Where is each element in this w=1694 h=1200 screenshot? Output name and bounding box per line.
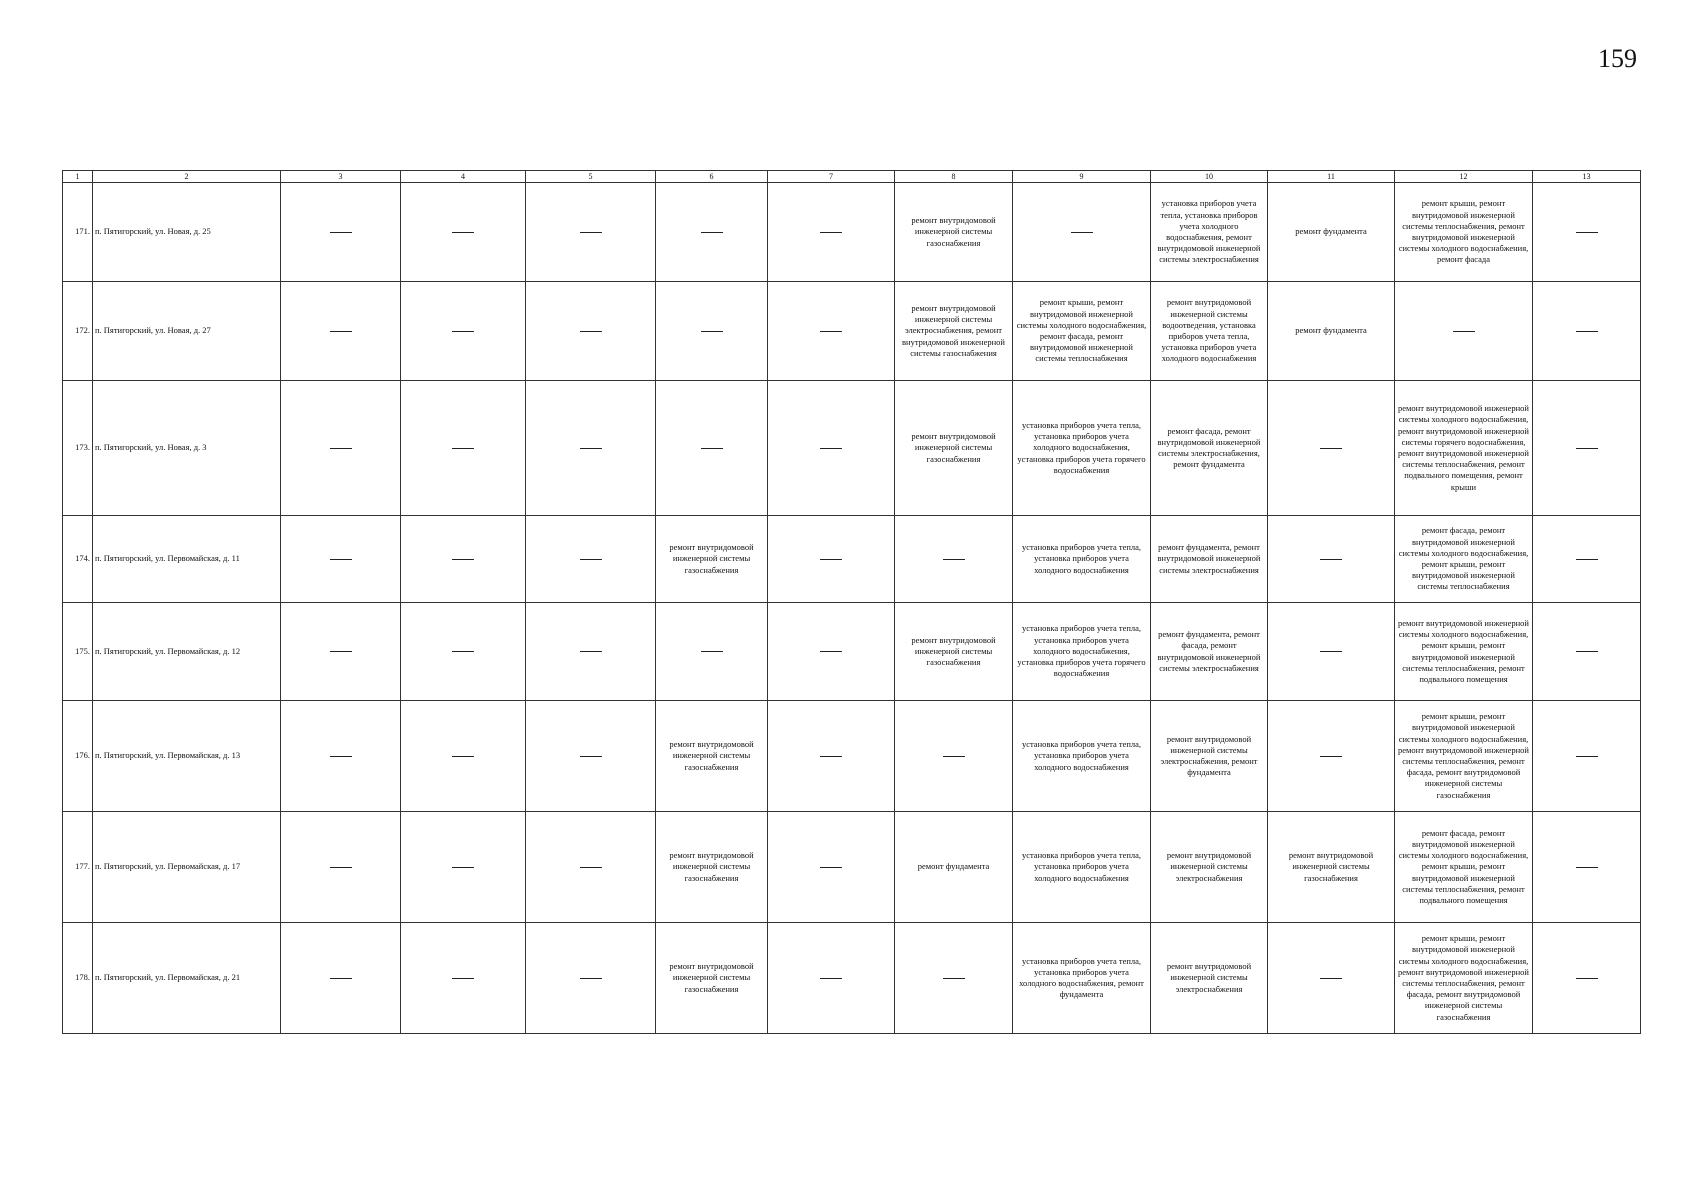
work-description-cell: ремонт внутридомовой инженерной системы газоснабжения — [895, 183, 1013, 282]
empty-dash-cell — [526, 923, 656, 1034]
empty-dash-cell — [281, 183, 401, 282]
work-description-cell: установка приборов учета тепла, установка приборов учета холодного водоснабжения, ремонт фундамента — [1013, 923, 1151, 1034]
header-cell: 2 — [93, 171, 281, 183]
dash-mark — [820, 651, 842, 652]
work-description-cell: ремонт внутридомовой инженерной системы электроснабжения — [1151, 923, 1268, 1034]
dash-mark — [330, 867, 352, 868]
empty-dash-cell — [1533, 603, 1641, 701]
dash-mark — [701, 448, 723, 449]
header-cell: 1 — [63, 171, 93, 183]
empty-dash-cell — [526, 701, 656, 812]
dash-mark — [330, 651, 352, 652]
dash-mark — [1576, 448, 1598, 449]
dash-mark — [1576, 232, 1598, 233]
dash-mark — [1576, 978, 1598, 979]
dash-mark — [330, 559, 352, 560]
empty-dash-cell — [526, 812, 656, 923]
header-cell: 6 — [656, 171, 768, 183]
address-cell: п. Пятигорский, ул. Первомайская, д. 12 — [93, 603, 281, 701]
header-cell: 9 — [1013, 171, 1151, 183]
dash-mark — [820, 331, 842, 332]
empty-dash-cell — [401, 381, 526, 516]
dash-mark — [580, 651, 602, 652]
dash-mark — [1320, 559, 1342, 560]
empty-dash-cell — [768, 516, 895, 603]
dash-mark — [820, 756, 842, 757]
empty-dash-cell — [526, 183, 656, 282]
empty-dash-cell — [1268, 701, 1395, 812]
dash-mark — [330, 232, 352, 233]
header-cell: 7 — [768, 171, 895, 183]
work-description-cell: ремонт внутридомовой инженерной системы электроснабжения, ремонт фундамента — [1151, 701, 1268, 812]
table-row — [63, 812, 1641, 923]
work-description-cell: ремонт фундамента — [1268, 183, 1395, 282]
header-row — [63, 171, 1641, 183]
empty-dash-cell — [895, 923, 1013, 1034]
empty-dash-cell — [656, 282, 768, 381]
repair-schedule-table — [62, 170, 1641, 1034]
empty-dash-cell — [1533, 381, 1641, 516]
header-cell: 8 — [895, 171, 1013, 183]
empty-dash-cell — [401, 812, 526, 923]
row-number: 172. — [63, 282, 93, 381]
empty-dash-cell — [1533, 282, 1641, 381]
empty-dash-cell — [526, 603, 656, 701]
dash-mark — [330, 448, 352, 449]
empty-dash-cell — [1533, 923, 1641, 1034]
work-description-cell: ремонт внутридомовой инженерной системы газоснабжения — [656, 812, 768, 923]
empty-dash-cell — [526, 282, 656, 381]
empty-dash-cell — [1268, 923, 1395, 1034]
empty-dash-cell — [401, 923, 526, 1034]
empty-dash-cell — [895, 516, 1013, 603]
work-description-cell: ремонт фасада, ремонт внутридомовой инженерной системы электроснабжения, ремонт фундамента — [1151, 381, 1268, 516]
work-description-cell: ремонт фасада, ремонт внутридомовой инженерной системы холодного водоснабжения, ремонт крыши, ремонт внутридомовой инженерной системы теплоснабжения, ремонт подвального помещения — [1395, 812, 1533, 923]
dash-mark — [580, 232, 602, 233]
dash-mark — [580, 756, 602, 757]
dash-mark — [1453, 331, 1475, 332]
work-description-cell: установка приборов учета тепла, установка приборов учета холодного водоснабжения — [1013, 812, 1151, 923]
table-row — [63, 701, 1641, 812]
empty-dash-cell — [768, 701, 895, 812]
table-row — [63, 381, 1641, 516]
dash-mark — [820, 559, 842, 560]
dash-mark — [452, 559, 474, 560]
empty-dash-cell — [656, 603, 768, 701]
dash-mark — [1576, 867, 1598, 868]
header-cell: 10 — [1151, 171, 1268, 183]
empty-dash-cell — [281, 812, 401, 923]
empty-dash-cell — [1268, 381, 1395, 516]
empty-dash-cell — [768, 812, 895, 923]
row-number: 177. — [63, 812, 93, 923]
work-description-cell: установка приборов учета тепла, установка приборов учета холодного водоснабжения — [1013, 516, 1151, 603]
empty-dash-cell — [401, 516, 526, 603]
dash-mark — [943, 756, 965, 757]
dash-mark — [580, 867, 602, 868]
address-cell: п. Пятигорский, ул. Первомайская, д. 21 — [93, 923, 281, 1034]
empty-dash-cell — [768, 603, 895, 701]
row-number: 174. — [63, 516, 93, 603]
empty-dash-cell — [768, 183, 895, 282]
empty-dash-cell — [281, 603, 401, 701]
row-number: 171. — [63, 183, 93, 282]
work-description-cell: ремонт фундамента, ремонт внутридомовой инженерной системы электроснабжения — [1151, 516, 1268, 603]
empty-dash-cell — [526, 381, 656, 516]
table-row — [63, 923, 1641, 1034]
dash-mark — [1320, 448, 1342, 449]
address-cell: п. Пятигорский, ул. Новая, д. 25 — [93, 183, 281, 282]
work-description-cell: ремонт фундамента — [895, 812, 1013, 923]
empty-dash-cell — [526, 516, 656, 603]
dash-mark — [1320, 756, 1342, 757]
dash-mark — [1576, 559, 1598, 560]
dash-mark — [330, 331, 352, 332]
empty-dash-cell — [1268, 516, 1395, 603]
dash-mark — [452, 448, 474, 449]
empty-dash-cell — [281, 701, 401, 812]
work-description-cell: ремонт крыши, ремонт внутридомовой инженерной системы холодного водоснабжения, ремонт фасада, ремонт внутридомовой инженерной системы теплоснабжения — [1013, 282, 1151, 381]
work-description-cell: ремонт внутридомовой инженерной системы газоснабжения — [1268, 812, 1395, 923]
empty-dash-cell — [768, 282, 895, 381]
dash-mark — [820, 867, 842, 868]
address-cell: п. Пятигорский, ул. Первомайская, д. 11 — [93, 516, 281, 603]
dash-mark — [580, 978, 602, 979]
dash-mark — [1576, 756, 1598, 757]
dash-mark — [1071, 232, 1093, 233]
dash-mark — [452, 232, 474, 233]
address-cell: п. Пятигорский, ул. Новая, д. 27 — [93, 282, 281, 381]
row-number: 178. — [63, 923, 93, 1034]
empty-dash-cell — [768, 923, 895, 1034]
work-description-cell: ремонт внутридомовой инженерной системы газоснабжения — [656, 516, 768, 603]
address-cell: п. Пятигорский, ул. Новая, д. 3 — [93, 381, 281, 516]
dash-mark — [1576, 651, 1598, 652]
row-number: 175. — [63, 603, 93, 701]
work-description-cell: установка приборов учета тепла, установка приборов учета холодного водоснабжения — [1013, 701, 1151, 812]
work-description-cell: ремонт крыши, ремонт внутридомовой инженерной системы холодного водоснабжения, ремонт внутридомовой инженерной системы теплоснабжения, ремонт фасада, ремонт внутридомовой инженерной системы газоснабжения — [1395, 701, 1533, 812]
empty-dash-cell — [1533, 516, 1641, 603]
empty-dash-cell — [281, 381, 401, 516]
dash-mark — [580, 448, 602, 449]
work-description-cell: ремонт внутридомовой инженерной системы холодного водоснабжения, ремонт крыши, ремонт внутридомовой инженерной системы теплоснабжения, ремонт подвального помещения — [1395, 603, 1533, 701]
dash-mark — [820, 448, 842, 449]
table-row — [63, 183, 1641, 282]
row-number: 176. — [63, 701, 93, 812]
table-row — [63, 282, 1641, 381]
address-cell: п. Пятигорский, ул. Первомайская, д. 13 — [93, 701, 281, 812]
empty-dash-cell — [656, 381, 768, 516]
empty-dash-cell — [1395, 282, 1533, 381]
work-description-cell: ремонт внутридомовой инженерной системы электроснабжения — [1151, 812, 1268, 923]
address-cell: п. Пятигорский, ул. Первомайская, д. 17 — [93, 812, 281, 923]
dash-mark — [820, 978, 842, 979]
empty-dash-cell — [1013, 183, 1151, 282]
empty-dash-cell — [401, 603, 526, 701]
dash-mark — [580, 559, 602, 560]
table-row — [63, 516, 1641, 603]
empty-dash-cell — [1268, 603, 1395, 701]
empty-dash-cell — [1533, 183, 1641, 282]
dash-mark — [1320, 978, 1342, 979]
dash-mark — [452, 867, 474, 868]
work-description-cell: ремонт внутридомовой инженерной системы газоснабжения — [656, 701, 768, 812]
work-description-cell: ремонт фасада, ремонт внутридомовой инженерной системы холодного водоснабжения, ремонт крыши, ремонт внутридомовой инженерной системы теплоснабжения — [1395, 516, 1533, 603]
header-cell: 12 — [1395, 171, 1533, 183]
work-description-cell: ремонт внутридомовой инженерной системы газоснабжения — [656, 923, 768, 1034]
work-description-cell: ремонт внутридомовой инженерной системы холодного водоснабжения, ремонт внутридомовой инженерной системы горячего водоснабжения, ремонт внутридомовой инженерной системы теплоснабжения, ремонт подвального помещения, ремонт крыши — [1395, 381, 1533, 516]
empty-dash-cell — [281, 923, 401, 1034]
dash-mark — [330, 978, 352, 979]
empty-dash-cell — [1533, 701, 1641, 812]
dash-mark — [943, 559, 965, 560]
dash-mark — [580, 331, 602, 332]
table-row — [63, 603, 1641, 701]
header-cell: 4 — [401, 171, 526, 183]
dash-mark — [943, 978, 965, 979]
work-description-cell: установка приборов учета тепла, установка приборов учета холодного водоснабжения, установка приборов учета горячего водоснабжения — [1013, 603, 1151, 701]
work-description-cell: ремонт внутридомовой инженерной системы газоснабжения — [895, 603, 1013, 701]
dash-mark — [452, 978, 474, 979]
dash-mark — [1576, 331, 1598, 332]
empty-dash-cell — [768, 381, 895, 516]
empty-dash-cell — [1533, 812, 1641, 923]
work-description-cell: ремонт внутридомовой инженерной системы газоснабжения — [895, 381, 1013, 516]
dash-mark — [330, 756, 352, 757]
work-description-cell: ремонт внутридомовой инженерной системы электроснабжения, ремонт внутридомовой инженерной системы газоснабжения — [895, 282, 1013, 381]
header-cell: 11 — [1268, 171, 1395, 183]
dash-mark — [820, 232, 842, 233]
empty-dash-cell — [895, 701, 1013, 812]
work-description-cell: ремонт крыши, ремонт внутридомовой инженерной системы теплоснабжения, ремонт внутридомовой инженерной системы холодного водоснабжения, ремонт фасада — [1395, 183, 1533, 282]
empty-dash-cell — [401, 183, 526, 282]
empty-dash-cell — [401, 282, 526, 381]
dash-mark — [701, 651, 723, 652]
header-cell: 5 — [526, 171, 656, 183]
header-cell: 3 — [281, 171, 401, 183]
dash-mark — [452, 756, 474, 757]
dash-mark — [452, 331, 474, 332]
dash-mark — [452, 651, 474, 652]
dash-mark — [701, 232, 723, 233]
empty-dash-cell — [281, 282, 401, 381]
work-description-cell: установка приборов учета тепла, установка приборов учета холодного водоснабжения, ремонт внутридомовой инженерной системы электроснабжения — [1151, 183, 1268, 282]
dash-mark — [1320, 651, 1342, 652]
work-description-cell: ремонт фундамента — [1268, 282, 1395, 381]
dash-mark — [701, 331, 723, 332]
row-number: 173. — [63, 381, 93, 516]
empty-dash-cell — [281, 516, 401, 603]
page-number: 159 — [1598, 44, 1637, 73]
work-description-cell: ремонт фундамента, ремонт фасада, ремонт внутридомовой инженерной системы электроснабжения — [1151, 603, 1268, 701]
work-description-cell: ремонт крыши, ремонт внутридомовой инженерной системы холодного водоснабжения, ремонт внутридомовой инженерной системы теплоснабжения, ремонт фасада, ремонт внутридомовой инженерной системы газоснабжения — [1395, 923, 1533, 1034]
empty-dash-cell — [401, 701, 526, 812]
header-cell: 13 — [1533, 171, 1641, 183]
empty-dash-cell — [656, 183, 768, 282]
work-description-cell: установка приборов учета тепла, установка приборов учета холодного водоснабжения, установка приборов учета горячего водоснабжения — [1013, 381, 1151, 516]
work-description-cell: ремонт внутридомовой инженерной системы водоотведения, установка приборов учета тепла, установка приборов учета холодного водоснабжения — [1151, 282, 1268, 381]
